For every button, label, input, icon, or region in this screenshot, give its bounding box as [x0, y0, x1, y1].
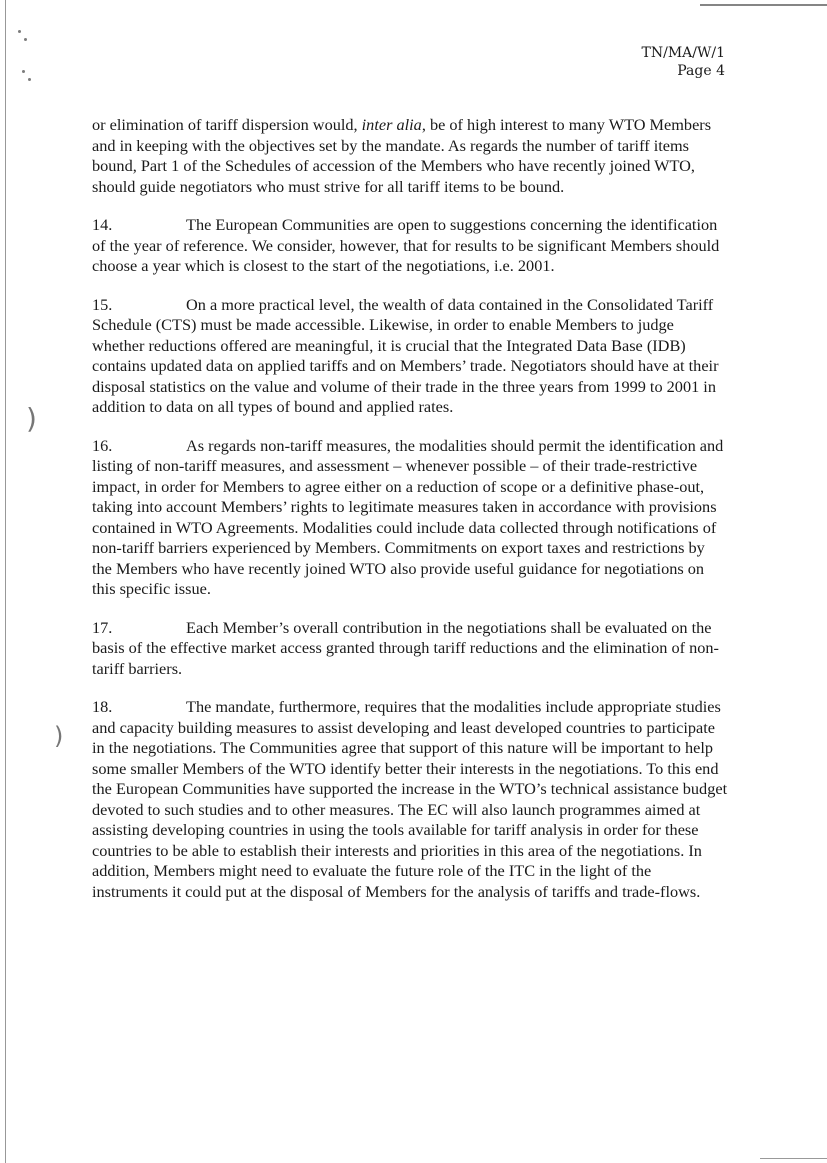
paragraph-15 — [92, 295, 728, 418]
continuation-text-after: , be of high interest to many WTO Members and in keeping with the objectives set by the mandate. As regards the number of tariff items bound, Part 1 of the Schedules of accession of the Members who have recently joined WTO, should guide negotiators who must strive for all tariff items to be bound. — [92, 115, 712, 196]
continuation-paragraph — [92, 115, 728, 197]
scan-top-rule — [700, 4, 827, 6]
continuation-text-before: or elimination of tariff dispersion would, — [92, 115, 362, 134]
continuation-italic-phrase: inter alia — [361, 115, 422, 134]
paragraph-text: As regards non-tariff measures, the modalities should permit the identification and listing of non-tariff measures, and assessment – whenever possible – of their trade-restrictive impact, in order for Members to agree either on a reduction of scope or a definitive phase-out, taking into account Members’ rights to legitimate measures taken in accordance with provisions contained in WTO Agreements. Modalities could include data collected through notifications of non-tariff barriers experienced by Members. Commitments on export taxes and restrictions by the Members who have recently joined WTO also provide useful guidance for negotiations on this specific issue. — [92, 435, 724, 598]
paragraph-18 — [92, 697, 728, 902]
scan-bottom-rule — [760, 1158, 827, 1159]
page-header — [642, 44, 725, 80]
paragraph-17 — [92, 618, 728, 680]
document-symbol: TN/MA/W/1 — [641, 45, 725, 61]
paragraph-text: Each Member’s overall contribution in the negotiations shall be evaluated on the basis of the effective market access granted through tariff reductions and the elimination of non-tariff barriers. — [92, 617, 719, 678]
document-body — [92, 115, 728, 920]
page-number: Page 4 — [677, 63, 725, 79]
paragraph-number: 17. — [92, 617, 113, 637]
punch-hole-mark: ) — [54, 722, 64, 750]
paragraph-14 — [92, 215, 728, 277]
scan-speck — [24, 38, 27, 41]
paragraph-text: The mandate, furthermore, requires that the modalities include appropriate studies and capacity building measures to assist developing and least developed countries to participate in the negotiations. The Communities agree that support of this nature will be important to help some smaller Members of the WTO identify better their interests in the negotiations. To this end the European Communities have supported the increase in the WTO’s technical assistance budget devoted to such studies and to other measures. The EC will also launch programmes aimed at assisting developing countries in using the tools available for tariff analysis in order for these countries to be able to establish their interests and priorities in this area of the negotiations. In addition, Members might need to evaluate the future role of the ITC in the light of the instruments it could put at the disposal of Members for the analysis of tariffs and trade-flows. — [92, 697, 728, 901]
paragraph-number: 14. — [92, 215, 113, 234]
paragraph-number: 16. — [92, 435, 113, 455]
punch-hole-mark: ) — [26, 402, 37, 435]
paragraph-number: 18. — [92, 697, 113, 716]
scan-speck — [18, 30, 21, 33]
scan-speck — [22, 70, 25, 73]
scan-speck — [28, 78, 31, 81]
paragraph-text: On a more practical level, the wealth of data contained in the Consolidated Tariff Schedule (CTS) must be made accessible. Likewise, in order to enable Members to judge whether reductions offered are meaningful, it is crucial that the Integrated Data Base (IDB) contains updated data on applied tariffs and on Members’ trade. Negotiators should have at their disposal statistics on the value and volume of their trade in the three years from 1999 to 2001 in addition to data on all types of bound and applied rates. — [92, 294, 719, 416]
paragraph-number: 15. — [92, 294, 113, 314]
paragraph-text: The European Communities are open to suggestions concerning the identification of the year of reference. We consider, however, that for results to be significant Members should choose a year which is closest to the start of the negotiations, i.e. 2001. — [92, 215, 720, 275]
scan-edge-line — [5, 0, 6, 1163]
paragraph-16 — [92, 436, 728, 600]
